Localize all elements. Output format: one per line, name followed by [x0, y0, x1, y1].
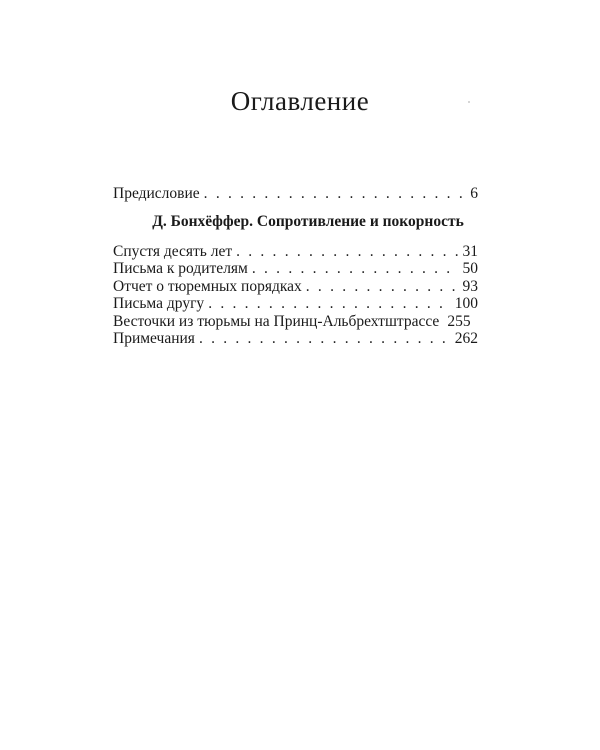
- dot-leader: [208, 295, 451, 313]
- dot-leader: [199, 330, 451, 348]
- table-of-contents: [113, 185, 478, 348]
- dot-leader: [252, 260, 459, 278]
- toc-entry-label: Предисловие: [113, 185, 200, 202]
- toc-entry-preface[interactable]: [113, 185, 478, 203]
- toc-entry-page: 255: [447, 312, 471, 330]
- toc-entry-label: Письма другу: [113, 295, 205, 312]
- toc-entry-page: 262: [454, 330, 478, 347]
- toc-entry-label: Примечания: [113, 330, 195, 347]
- toc-entry-list: [113, 243, 478, 348]
- toc-entry-page: 31: [462, 242, 478, 260]
- toc-entry[interactable]: [113, 260, 478, 278]
- toc-entry[interactable]: [113, 313, 478, 331]
- toc-entry[interactable]: [113, 243, 478, 261]
- toc-entry[interactable]: [113, 295, 478, 313]
- page-title: Оглавление: [230, 86, 370, 117]
- toc-entry-label: Письма к родителям: [113, 260, 248, 277]
- toc-entry[interactable]: [113, 330, 478, 348]
- toc-entry[interactable]: [113, 278, 478, 296]
- toc-entry-page: 93: [462, 277, 478, 295]
- toc-entry-label: Спустя десять лет: [113, 242, 233, 260]
- toc-entry-label: Отчет о тюремных порядках: [113, 277, 302, 295]
- section-heading: Д. Бонхёффер. Сопротивление и покорность: [152, 212, 464, 230]
- dot-leader: [306, 278, 459, 296]
- toc-entry-page: 100: [454, 295, 478, 312]
- dot-leader: [204, 185, 467, 203]
- scan-speck: [468, 101, 470, 103]
- toc-entry-page: 6: [470, 185, 478, 202]
- dot-leader: [236, 243, 458, 261]
- toc-entry-label: Весточки из тюрьмы на Принц-Альбрехтштрассе: [113, 312, 440, 330]
- toc-entry-page: 50: [462, 260, 478, 277]
